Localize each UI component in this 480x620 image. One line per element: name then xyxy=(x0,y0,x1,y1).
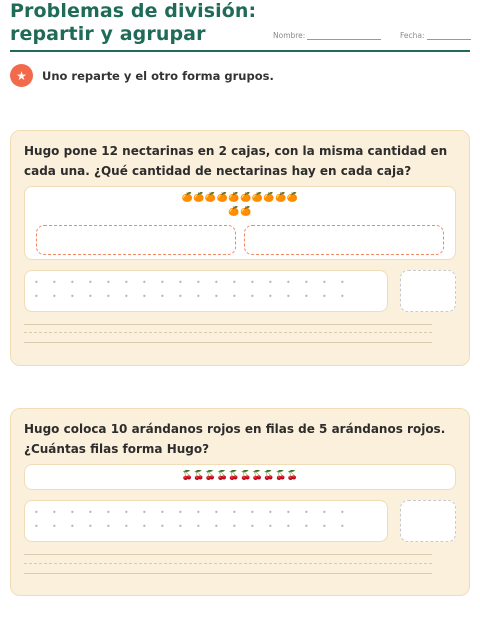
date-field[interactable] xyxy=(400,31,471,40)
writing-line[interactable] xyxy=(24,324,432,325)
nectarine-icon: 🍊🍊 xyxy=(228,207,252,217)
nectarine-icon: 🍊🍊🍊🍊🍊🍊🍊🍊🍊🍊 xyxy=(181,193,299,203)
date-label: Fecha: xyxy=(400,31,425,40)
problem-card-1 xyxy=(10,130,470,366)
problem-2-answer-box[interactable] xyxy=(400,500,456,542)
writing-line[interactable] xyxy=(24,554,432,555)
dot-grid-row: • • • • • • • • • • • • • • • • • • xyxy=(34,508,345,517)
name-field[interactable] xyxy=(273,31,381,40)
star-icon: ★ xyxy=(10,64,33,87)
dot-grid-row: • • • • • • • • • • • • • • • • • • xyxy=(34,292,345,301)
writing-line[interactable] xyxy=(24,342,432,343)
box-drawing-area-2[interactable] xyxy=(244,225,444,255)
instructions xyxy=(10,64,274,87)
problem-1-picture-box xyxy=(24,186,456,260)
problem-2-picture-box xyxy=(24,464,456,490)
worksheet-title xyxy=(10,0,256,46)
problem-card-2 xyxy=(10,408,470,596)
cranberry-icon: 🍒🍒🍒🍒🍒🍒🍒🍒🍒🍒 xyxy=(181,471,299,481)
problem-2-work-area[interactable] xyxy=(24,500,388,542)
writing-midline xyxy=(24,332,432,333)
dot-grid-row: • • • • • • • • • • • • • • • • • • xyxy=(34,278,345,287)
writing-midline xyxy=(24,563,432,564)
title-line-2: repartir y agrupar xyxy=(10,23,206,45)
box-drawing-area-1[interactable] xyxy=(36,225,236,255)
writing-line[interactable] xyxy=(24,573,432,574)
problem-1-question: Hugo pone 12 nectarinas en 2 cajas, con la misma cantidad en cada una. ¿Qué cantidad de nectarinas hay en cada caja? xyxy=(24,144,448,178)
dot-grid-row: • • • • • • • • • • • • • • • • • • xyxy=(34,522,345,531)
name-label: Nombre: xyxy=(273,31,306,40)
title-line-1: Problemas de división: xyxy=(10,0,257,22)
date-line[interactable] xyxy=(427,31,471,40)
problem-1-answer-box[interactable] xyxy=(400,270,456,312)
name-line[interactable] xyxy=(307,31,381,40)
header-divider xyxy=(10,50,470,52)
problem-2-question: Hugo coloca 10 arándanos rojos en filas de 5 arándanos rojos. ¿Cuántas filas forma Hugo? xyxy=(24,422,446,456)
problem-1-work-area[interactable] xyxy=(24,270,388,312)
instructions-text: Uno reparte y el otro forma grupos. xyxy=(42,68,274,83)
